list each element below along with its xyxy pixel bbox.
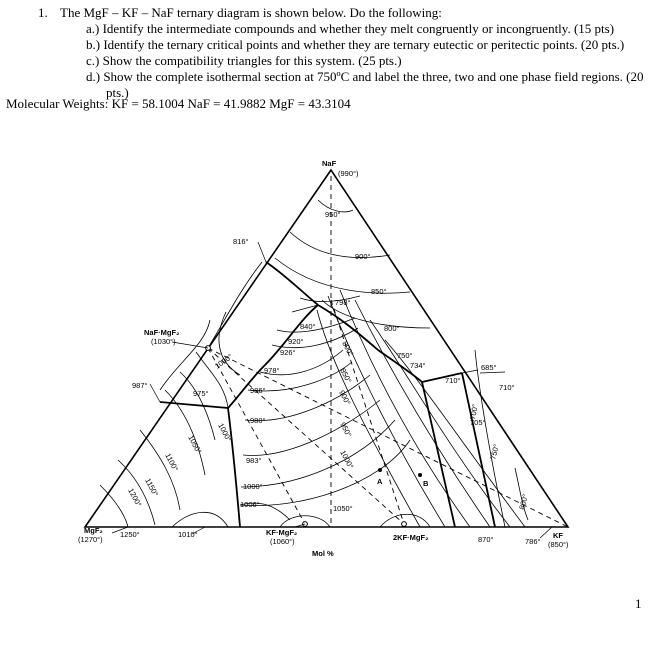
temp-983: 983° [246, 456, 262, 465]
temp-926: 926° [280, 348, 296, 357]
vertex-naf-temp: (990°) [338, 169, 359, 178]
temp-840: 840° [300, 322, 316, 331]
temp-1000a: 1000° [243, 482, 263, 491]
temp-1010: 1010° [178, 530, 198, 539]
temp-rot-1100: 1100° [163, 451, 181, 473]
temp-800: 800° [384, 324, 400, 333]
question-stem: The MgF – KF – NaF ternary diagram is shown below. Do the following: [60, 5, 442, 20]
temp-900: 900° [355, 252, 371, 261]
point-b-label: B [423, 479, 429, 488]
point-a-label: A [377, 477, 383, 486]
temp-rot-1050: 1050° [186, 433, 204, 456]
vertex-naf-label: NaF [322, 159, 337, 168]
temp-986: 986° [250, 386, 266, 395]
temp-1050a: 1050° [333, 504, 353, 513]
temp-750: 750° [397, 351, 413, 360]
compound-kf-mgf2-label: KF·MgF₂ [266, 528, 298, 537]
temp-1006: 1006° [240, 500, 260, 509]
temp-rot-900: 900° [337, 388, 353, 407]
temp-987: 987° [132, 381, 148, 390]
temp-920: 920° [288, 337, 304, 346]
temp-705: 705° [470, 418, 486, 427]
temp-870: 870° [478, 535, 494, 544]
vertex-mgf2-temp: (1270°) [78, 535, 103, 544]
question-part-c: c.) Show the compatibility triangles for this system. (25 pts.) [86, 53, 402, 68]
point-b-marker [418, 473, 422, 477]
temp-710a: 710° [445, 376, 461, 385]
dashed-joins [208, 176, 568, 527]
vertex-kf-temp: (850°) [548, 540, 569, 549]
compound-kf-mgf2-temp: (1060°) [270, 537, 295, 546]
temp-rot-850: 850° [338, 366, 354, 385]
axis-label: Mol % [312, 549, 334, 558]
temp-rot-950: 950° [338, 420, 354, 439]
temp-rot-800: 800° [340, 339, 356, 358]
temp-786: 786° [525, 537, 541, 546]
temp-850: 850° [371, 287, 387, 296]
compound-naf-mgf2-label: NaF·MgF₂ [144, 328, 180, 337]
triangle-outline [85, 170, 568, 527]
temp-rot-800b: 800° [517, 493, 530, 511]
molecular-weights: Molecular Weights: KF = 58.1004 NaF = 41.9882 MgF = 43.3104 [6, 96, 351, 111]
question-part-b: b.) Identify the ternary critical points and whether they are ternary eutectic or peritectic points. (20 pts.) [86, 37, 625, 52]
temp-978: 978° [264, 366, 280, 375]
isotherms [100, 200, 528, 527]
temp-798: 798° [335, 298, 351, 307]
page-number: 1 [635, 596, 642, 611]
temp-685: 685° [481, 363, 497, 372]
temp-rot-1000b: 1000° [212, 351, 235, 371]
temp-980: 980° [250, 416, 266, 425]
temp-rot-750: 750° [488, 443, 501, 461]
question-part-d: d.) Show the complete isothermal section at 750ºC and label the three, two and one phase field regions. (20 pts.) [86, 69, 644, 100]
temp-1250: 1250° [120, 530, 140, 539]
temp-rot-700: 700° [468, 403, 480, 421]
vertex-kf-label: KF [553, 531, 563, 540]
temperature-labels [120, 210, 541, 546]
temp-975: 975° [193, 389, 209, 398]
vertex-mgf2-label: MgF₂ [84, 526, 103, 535]
temp-816: 816° [233, 237, 249, 246]
temp-rot-1200: 1200° [126, 486, 144, 509]
question-number: 1. [38, 5, 48, 20]
compound-2kf-mgf2-label: 2KF·MgF₂ [393, 533, 429, 542]
compound-naf-mgf2-temp: (1030°) [151, 337, 176, 346]
question-part-a: a.) Identify the intermediate compounds and whether they melt congruently or incongruently. (15 pts) [86, 21, 615, 36]
temp-950: 950° [325, 210, 341, 219]
temp-734: 734° [410, 361, 426, 370]
temp-710b: 710° [499, 383, 515, 392]
temp-rot-1000c: 1000° [216, 421, 234, 444]
temp-rot-1000: 1000° [338, 448, 356, 471]
temp-rot-1150: 1150° [143, 476, 161, 498]
point-a-marker [378, 468, 382, 472]
